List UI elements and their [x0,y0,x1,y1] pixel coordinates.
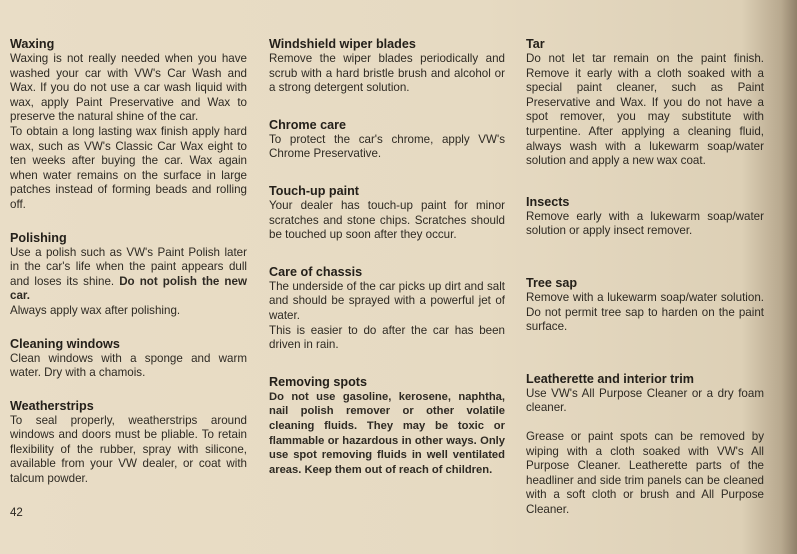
polishing-paragraph-1 [10,246,247,304]
chrome-paragraph: To protect the car's chrome, apply VW's Chrome Preservative. [269,132,505,161]
section-chrome-care [269,117,505,162]
polishing-text: Use a polish such as VW's Paint Polish later in the car's life when the paint appears dull and loses its shine. [10,245,247,288]
heading-waxing: Waxing [10,37,55,51]
section-tar [526,36,764,169]
insects-paragraph: Remove early with a lukewarm soap/water solution or apply insect remover. [526,209,764,238]
leatherette-paragraph-1: Use VW's All Purpose Cleaner or a dry foam cleaner. [526,386,764,415]
weatherstrips-paragraph: To seal properly, weatherstrips around windows and doors must be pliable. To retain flexibility of the rubber, spray with silicone, available from your VW dealer, or coat with talcum powder. [10,413,247,486]
touchup-paragraph: Your dealer has touch-up paint for minor scratches and stone chips. Scratches should be touched up soon after they occur. [269,198,505,242]
column-middle [269,36,505,477]
tar-paragraph: Do not let tar remain on the paint finish. Remove it early with a cloth soaked with a special paint cleaner, such as Paint Preservative and Wax. If you do not have a spot remover, you may substitute with turpentine. After applying a cleaning fluid, always wash with a lukewarm soap/water solution and apply a new wax coat. [526,52,764,168]
spots-warning-paragraph: Do not use gasoline, kerosene, naphtha, nail polish remover or other volatile cleaning fluids. They may be toxic or flammable or hazardous in other ways. Only use spot removing fluids in well ventilated areas. Keep them out of reach of children. [269,390,505,476]
page-number: 42 [10,507,23,519]
heading-care-of-chassis: Care of chassis [269,264,363,279]
section-insects [526,194,764,239]
polishing-warning: Do not polish the new car. [10,274,247,303]
heading-removing-spots: Removing spots [269,374,367,389]
section-care-of-chassis [269,264,505,353]
heading-polishing: Polishing [10,230,67,245]
column-left [10,36,247,487]
section-weatherstrips [10,398,247,487]
section-leatherette [526,371,764,518]
waxing-paragraph-2: To obtain a long lasting wax finish apply hard wax, such as VW's Classic Car Wax eight to ten weeks after buying the car. Wax again when water remains on the surface in large patches instead of forming beads and rolling off. [10,124,247,211]
section-touch-up-paint [269,183,505,243]
wipers-paragraph: Remove the wiper blades periodically and scrub with a hard bristle brush and alcohol or a strong detergent solution. [269,52,505,95]
heading-touch-up-paint: Touch-up paint [269,183,360,198]
polishing-paragraph-2: Always apply wax after polishing. [10,303,181,317]
section-tree-sap [526,275,764,335]
section-wiper-blades [269,36,505,96]
heading-insects: Insects [526,194,570,209]
heading-chrome-care: Chrome care [269,117,346,132]
heading-leatherette: Leatherette and interior trim [526,371,694,386]
section-polishing [10,230,247,319]
waxing-paragraph-1: Waxing is not really needed when you have washed your car with VW's Car Wash and Wax. If you do not use a car wash liquid with wax, apply Paint Preservative and Wax to preserve the natural shine of the car. [10,52,247,124]
heading-wiper-blades: Windshield wiper blades [269,37,416,51]
treesap-paragraph: Remove with a lukewarm soap/water solution. Do not permit tree sap to harden on the paint surface. [526,290,764,334]
heading-cleaning-windows: Cleaning windows [10,336,120,351]
section-waxing [10,36,247,213]
heading-tree-sap: Tree sap [526,275,578,290]
chassis-paragraph-1: The underside of the car picks up dirt and salt and should be sprayed with a powerful jet of water. [269,279,505,322]
column-right [526,36,764,517]
windows-paragraph: Clean windows with a sponge and warm water. Dry with a chamois. [10,351,247,380]
leatherette-paragraph-2: Grease or paint spots can be removed by wiping with a cloth soaked with VW's All Purpose Cleaner. Leatherette parts of the headliner and side trim panels can be cleaned with a soft cloth or brush and All Purpose Cleaner. [526,429,764,516]
chassis-paragraph-2: This is easier to do after the car has been driven in rain. [269,323,505,352]
heading-tar: Tar [526,37,545,51]
section-cleaning-windows [10,336,247,381]
heading-weatherstrips: Weatherstrips [10,398,94,413]
section-removing-spots [269,374,505,478]
